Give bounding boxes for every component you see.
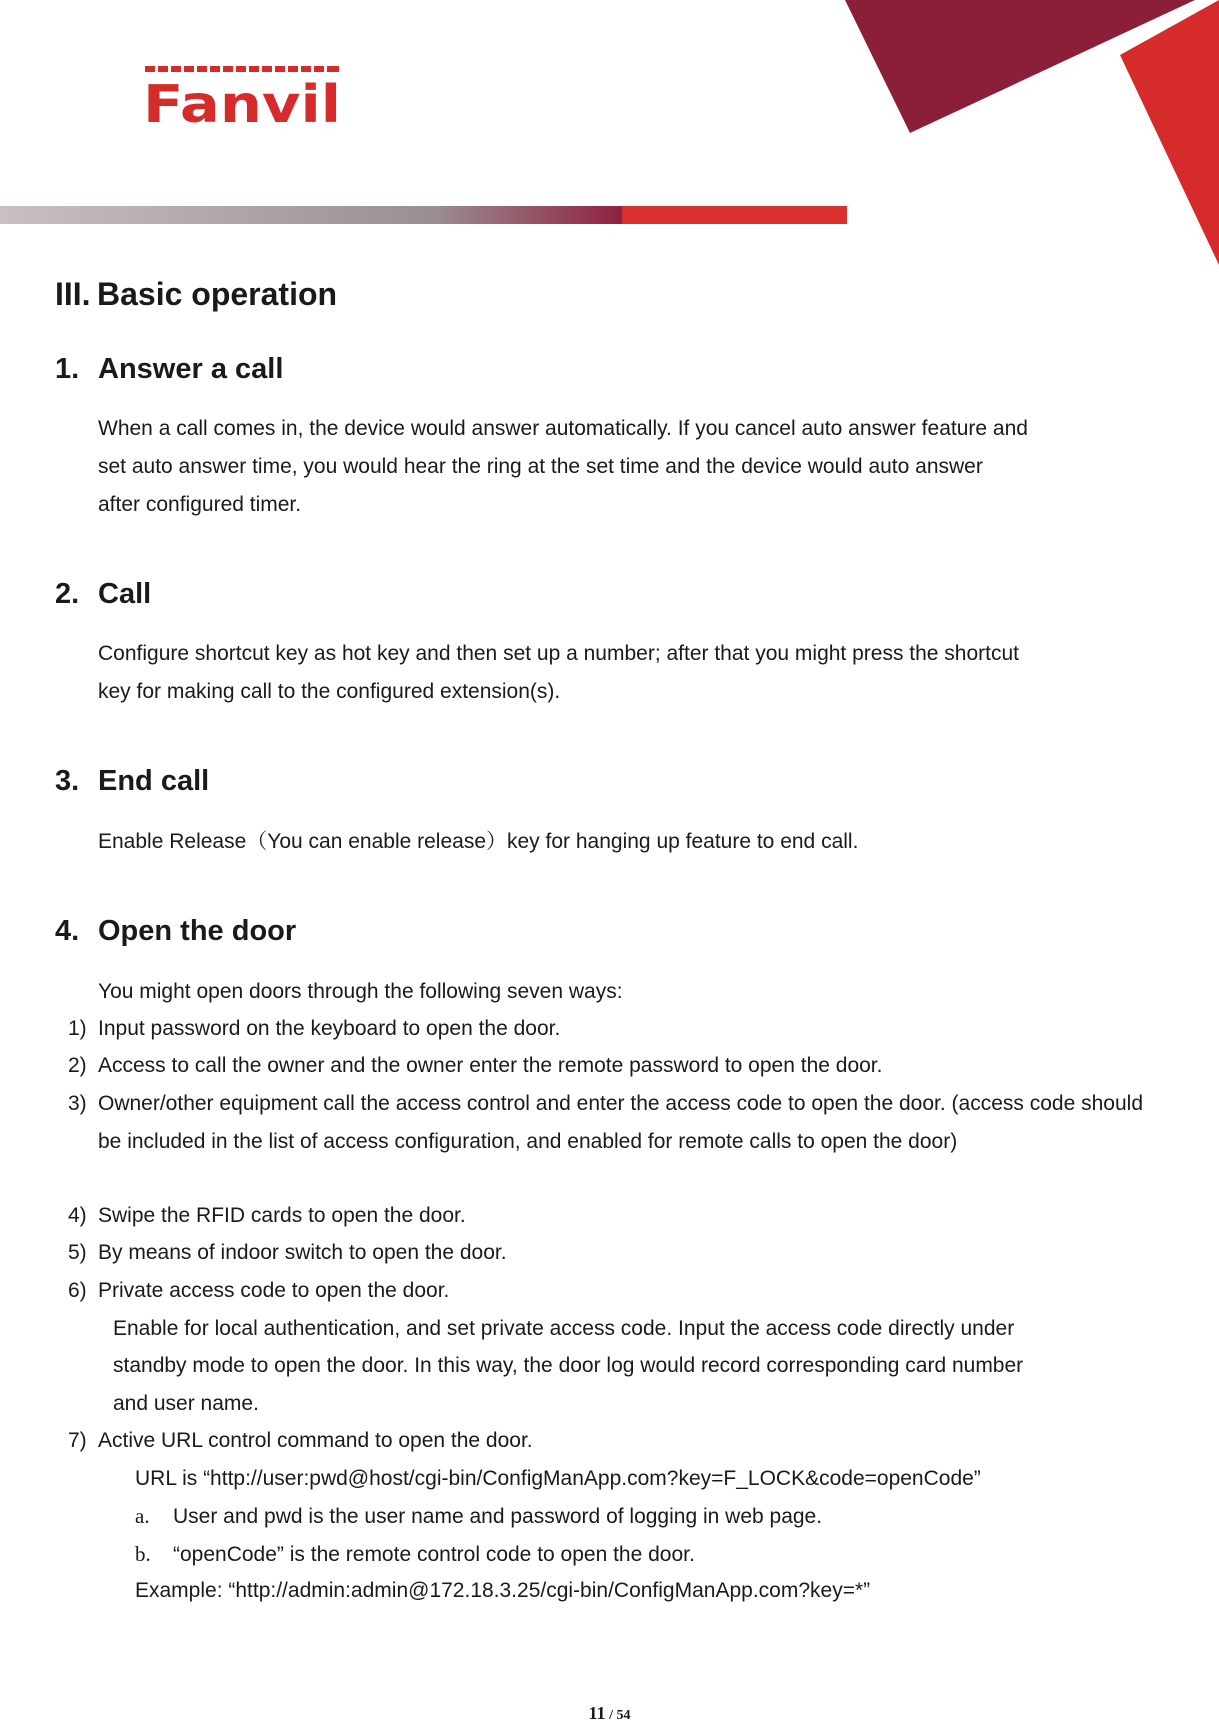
paragraph-line: When a call comes in, the device would answer automatically. If you cancel auto answer feature and <box>98 417 1028 440</box>
list-item <box>68 1422 533 1460</box>
section-heading-end-call <box>55 765 209 798</box>
section-title: End call <box>98 765 210 797</box>
paragraph-line: set auto answer time, you would hear the ring at the set time and the device would auto answer <box>98 455 983 478</box>
list-text: By means of indoor switch to open the door. <box>98 1241 507 1264</box>
list-text: Swipe the RFID cards to open the door. <box>98 1204 466 1227</box>
list-marker: 3) <box>68 1092 87 1115</box>
section-number: 1. <box>55 353 80 385</box>
list-text: Active URL control command to open the door. <box>98 1429 533 1452</box>
list-text: Access to call the owner and the owner enter the remote password to open the door. <box>98 1054 883 1077</box>
list-item <box>68 1234 507 1272</box>
red-triangle <box>1120 0 1219 265</box>
list-item <box>68 1010 560 1048</box>
page-number <box>0 1703 1219 1724</box>
list-marker: 7) <box>68 1429 87 1452</box>
section-title: Call <box>98 578 152 610</box>
list-item <box>68 1047 882 1085</box>
maroon-triangle <box>845 0 1195 133</box>
section-number: 4. <box>55 915 80 947</box>
chapter-title: Basic operation <box>97 276 338 312</box>
item6-detail-line: and user name. <box>113 1392 259 1415</box>
list-item <box>68 1197 466 1235</box>
fanvil-logo <box>143 66 343 128</box>
header-decoration <box>0 0 1219 270</box>
list-marker: 2) <box>68 1054 87 1077</box>
logo-wordmark: Fanvil <box>143 75 341 128</box>
sub-text: “openCode” is the remote control code to open the door. <box>173 1543 695 1566</box>
section-heading-open-door <box>55 915 296 948</box>
section-heading-call <box>55 578 151 611</box>
sub-item <box>135 1497 822 1536</box>
list-text: Owner/other equipment call the access control and enter the access code to open the door. (access code should be included in the list of access configuration, and enabled for remote calls to open the door) <box>98 1092 1143 1153</box>
list-item <box>68 1085 1143 1199</box>
section-title: Answer a call <box>98 353 284 385</box>
header-band-red <box>622 206 847 224</box>
list-marker: 6) <box>68 1279 87 1302</box>
list-text: Input password on the keyboard to open the door. <box>98 1017 561 1040</box>
header-band-gray <box>0 206 622 224</box>
list-item <box>68 1272 449 1310</box>
page-separator: / <box>605 1708 617 1723</box>
list-text: Private access code to open the door. <box>98 1279 450 1302</box>
section-number: 3. <box>55 765 80 797</box>
item6-detail-line: Enable for local authentication, and set private access code. Input the access code directly under <box>113 1317 1015 1340</box>
paragraph-line: Enable Release（You can enable release）key for hanging up feature to end call. <box>98 830 859 853</box>
example-url-line: Example: “http://admin:admin@172.18.3.25/cgi-bin/ConfigManApp.com?key=*” <box>135 1579 871 1602</box>
list-marker: 4) <box>68 1204 87 1227</box>
paragraph-line: key for making call to the configured extension(s). <box>98 680 561 703</box>
chapter-number: III. <box>55 276 91 312</box>
current-page: 11 <box>588 1703 606 1723</box>
chapter-heading <box>55 276 337 313</box>
sub-marker: b. <box>135 1542 151 1566</box>
list-marker: 1) <box>68 1017 87 1040</box>
list-marker: 5) <box>68 1241 87 1264</box>
section-number: 2. <box>55 578 80 610</box>
item6-detail-line: standby mode to open the door. In this way, the door log would record corresponding card number <box>113 1354 1024 1377</box>
paragraph-line: Configure shortcut key as hot key and then set up a number; after that you might press the shortcut <box>98 642 1020 665</box>
paragraph-line: after configured timer. <box>98 493 302 516</box>
url-format-line: URL is “http://user:pwd@host/cgi-bin/ConfigManApp.com?key=F_LOCK&code=openCode” <box>135 1467 981 1490</box>
sub-item <box>135 1535 695 1574</box>
section-intro: You might open doors through the following seven ways: <box>98 980 623 1003</box>
section-title: Open the door <box>98 915 297 947</box>
sub-text: User and pwd is the user name and password of logging in web page. <box>173 1505 823 1528</box>
section-heading-answer-call <box>55 353 283 386</box>
sub-marker: a. <box>135 1504 150 1528</box>
total-pages: 54 <box>616 1708 631 1723</box>
